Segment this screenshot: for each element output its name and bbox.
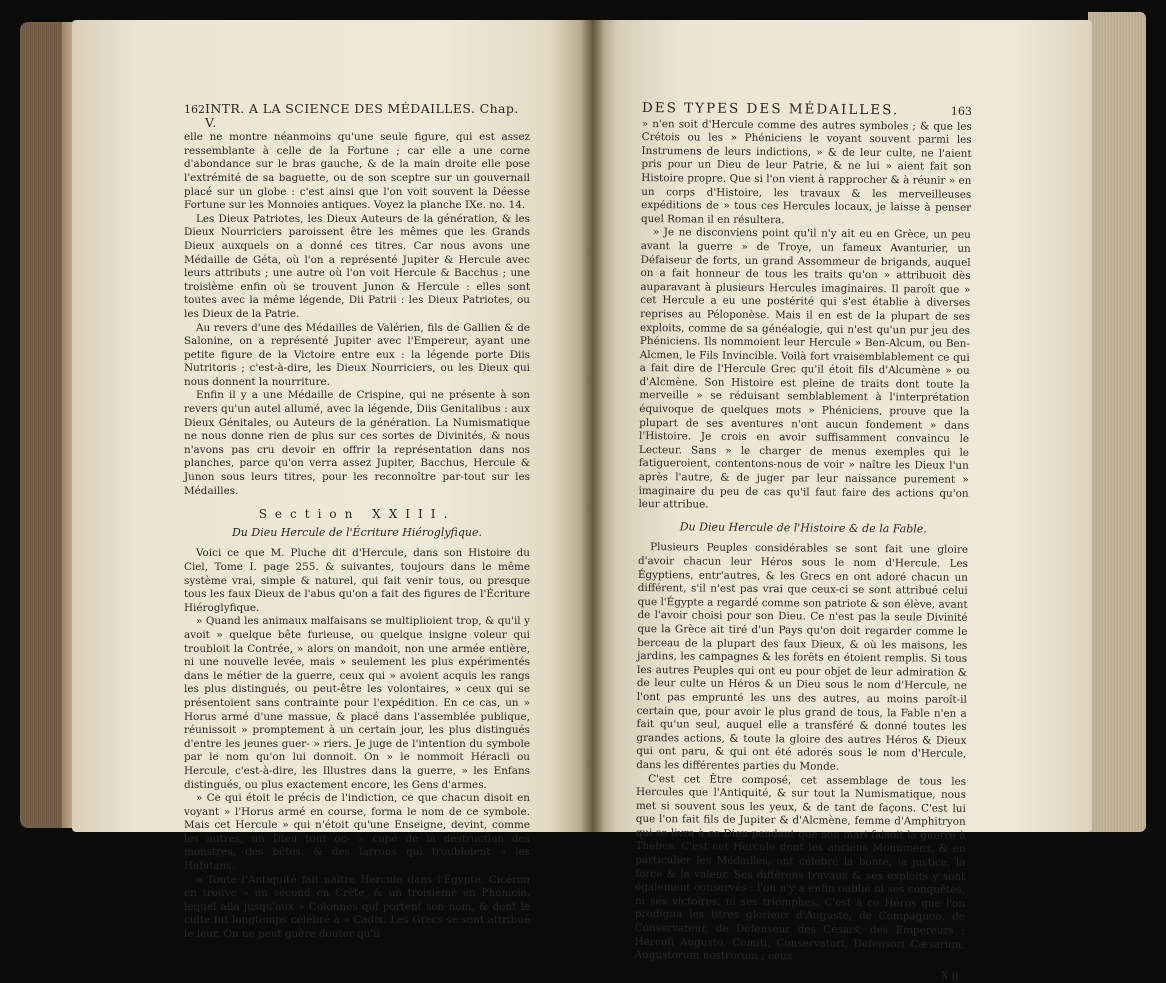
right-folio: 163 — [950, 104, 972, 118]
paragraph: Voici ce que M. Pluche dit d'Hercule, dans son Histoire du Ciel, Tome I. page 255. & suivantes, toujours dans le même système vrai, simple & naturel, qui fait venir tous, ou presque tous les faux Dieux de l'abus qu'on a fait des figures de l'Écriture Hiéroglyfique. — [184, 547, 530, 614]
paragraph: Plusieurs Peuples considérables se sont fait une gloire d'avoir chacun leur Héros sous le nom d'Hercule. Les Égyptiens, entr'autres, & les Grecs en ont adoré chacun un différent, s'il n'est pas vrai que ceux-ci se sont attribué celui que l'Égypte a regardé comme son patriote & son élève, avant de l'avoir choisi pour son Dieu. Ce n'est pas la seule Divinité que la Grèce ait tiré d'un Pays qu'on doit regarder comme le berceau de la plupart des faux Dieux, & où les maisons, les jardins, les campagnes & les forêts en étoient remplis. Si tous les autres Peuples qui ont eu pour objet de leur admiration & de leur culte un Héros & un Dieu sous le nom d'Hercule, ne l'ont pas emprunté les uns des autres, au moins paroît-il certain que, pour avoir le plus grand de tous, la Fable n'en a fait qu'un seul, auquel elle a transféré & donné toutes les grandes actions, & toute la gloire des autres Héros & Dieux qui ont paru, & qui ont été adorés sous le nom d'Hercule, dans les différentes parties du Monde. — [636, 541, 969, 773]
quoted-paragraph: » Je ne disconviens point qu'il n'y ait eu en Grèce, un peu avant la guerre » de Troye, un fameux Avanturier, un Défaiseur de forts, un grand Assommeur de brigands, auquel on a fait honneur de tous les traits qu'on » attribuoit dès auparavant à plusieurs Hercules imaginaires. Il paroît que » cet Hercule a eu une postérité qui s'est établie à diverses reprises au Péloponèse. Mais il en est de la plupart de ses exploits, comme de sa généalogie, qui n'est qu'un pur jeu des Phéniciens. Ils nommoient leur Hercule » Ben-Alcum, ou Ben-Alcmen, le Fils Invincible. Voilà fort vraisemblablement ce qui a fait dire de l'Hercule Grec qu'il étoit fils d'Alcumène » ou d'Alcmène. Son Histoire est pleine de traits dont toute la merveille » se réduisant semblablement à l'interprétation équivoque de quelques mots » Phéniciens, prouve que la plupart de ses aventures n'ont aucun fondement » dans l'Histoire. Je crois en avoir suffisamment convaincu le Lecteur. Sans » le charger de menus exemples qui le fatigueroient, contentons-nous de voir » naître les Dieux l'un après l'autre, & de juger par leur naissance purement » imaginaire du peu de cas qu'il faut faire des actions qu'on leur attribue. — [638, 226, 971, 511]
right-running-head — [642, 102, 972, 118]
quoted-paragraph: » Ce qui étoit le précis de l'indiction, ce que chacun disoit en voyant » l'Horus armé en course, forma le nom de ce symbole. Mais cet Hercule » qui n'étoit qu'une Enseigne, devint, comme les autres, un Dieu tout oc- » cupé de la destruction des monstres, des bêtes, & des larrons qui troubloient » les Habitans. — [184, 792, 530, 873]
left-folio: 162 — [184, 103, 205, 116]
open-book — [20, 8, 1146, 982]
left-running-head — [184, 102, 530, 129]
left-page-edges — [20, 22, 66, 828]
paragraph: Au revers d'une des Médailles de Valérien, fils de Gallien & de Salonine, on a représenté Jupiter avec l'Empereur, ayant une petite figure de la Victoire entre eux : la légende porte Diis Nutritoris ; c'est-à-dire, les Dieux Nourriciers, ou les Dieux qui nous donnent la nourriture. — [184, 321, 530, 388]
section-subtitle: Du Dieu Hercule de l'Écriture Hiéroglyfique. — [231, 525, 483, 539]
book-gutter — [580, 20, 604, 832]
section-body — [184, 547, 530, 941]
right-page-text — [634, 102, 972, 983]
right-running-title: DES TYPES DES MÉDAILLES. — [641, 100, 900, 119]
right-page — [592, 20, 1092, 982]
paragraph: Enfin il y a une Médaille de Crispine, qui ne présente à son revers qu'un autel allumé, avec la légende, Diis Genitalibus : aux Dieux Génitales, ou Auteurs de la génération. La Numismatique ne nous donne rien de plus sur ces sortes de Divinités, & nous n'avons pas cru devoir en offrir la représentation dans nos planches, parce qu'on verra assez Jupiter, Bacchus, Hercule & Junon sous leurs titres, pour les reconnoître par-tout sur les Médailles. — [184, 389, 530, 497]
quoted-paragraph: » n'en soit d'Hercule comme des autres symboles ; & que les Crétois ou les » Phéniciens le voyant souvent parmi les Instrumens de leurs indictions, » & de leur culte, ne l'aient pris pour un Dieu de leur Patrie, & ne lui » aient fait son Histoire propre. Que si l'on vient à rapprocher & à réunir » en un corps d'Histoire, les travaux & les merveilleuses expéditions de » tous ces Hercules locaux, je laisse à penser quel Roman il en résultera. — [640, 117, 972, 226]
paragraph: C'est cet Être composé, cet assemblage de tous les Hercules que l'Antiquité, & sur tout la Numismatique, nous met si souvent sous les yeux, & de tant de façons. C'est lui que l'on fait fils de Jupiter & d'Alcmène, femme d'Amphitryon qui se livra à ce Dieu pendant que son mari faisoit la guerre à Thèbes. C'est cet Hercule dont les anciens Monumens, & en particulier les Médailles, ont célébré la bonté, la justice, la force & la valeur. Ses différens travaux & ses exploits y sont également conservés : l'on n'y a enfin oublié ni ses conquêtes, ni ses victoires, ni ses triomphes. C'est à ce Héros que l'on prodigua les titres glorieux d'Auguste, de Compagnon, de Conservateur, de Défenseur des Césars, des Empereurs ; Herculi Augusto, Comiti, Conservatori, Defensori Cæsarum, Augustorum nostrorum ; ceux — [634, 772, 967, 963]
left-page — [72, 20, 592, 941]
paragraph: elle ne montre néanmoins qu'une seule figure, qui est assez ressemblante à celle de la Fortune ; car elle a une corne d'abondance sur le bras gauche, & de la main droite elle pose l'extrémité de sa baguette, ou de son sceptre sur un gouvernail placé sur un globe : c'est ainsi que l'on voit souvent la Déesse Fortune sur les Monnoies antiques. Voyez la planche IXe. no. 14. — [184, 131, 530, 212]
left-running-title: INTR. A LA SCIENCE DES MÉDAILLES. Chap. V. — [205, 101, 519, 130]
section-heading: Section XXIII. — [258, 507, 456, 522]
paragraph: Les Dieux Patriotes, les Dieux Auteurs de la génération, & les Dieux Nourriciers paroissent être les mêmes que les Grands Dieux auxquels on a donné ces titres. Car nous avons une Médaille de Géta, où l'on a représenté Jupiter & Hercule avec leurs attributs ; une autre où l'on voit Hercule & Bacchus ; une troisième enfin où se trouvent Junon & Hercule : elles sont toutes avec la même légende, Dii Patrii : les Dieux Patriotes, ou les Dieux de la Patrie. — [184, 212, 530, 320]
right-page-edges — [1088, 12, 1146, 832]
signature-mark: X ij — [940, 969, 959, 982]
left-page-text — [184, 102, 530, 942]
section-subtitle: Du Dieu Hercule de l'Histoire & de la Fable. — [679, 520, 927, 536]
quote-continuation — [638, 118, 971, 515]
quoted-paragraph: » Toute l'Antiquité fait naître Hercule dans l'Égypte. Cicéron en trouve » un second en Crète, & un troisième en Phénicie, lequel alla jusqu'aux » Colonnes qui portent son nom, & dont le culte fut longtemps célébré à » Cadix. Les Grecs se sont attribué le leur. On ne peut guère douter qu'il — [184, 873, 530, 941]
quoted-paragraph: » Quand les animaux malfaisans se multiplioient trop, & qu'il y avoit » quelque bête furieuse, ou quelque insigne voleur qui troubloit la Contrée, » alors on mandoit, non une armée entière, ni une nouvelle levée, mais » seulement les plus expérimentés dans le métier de la guerre, ceux qui » avoient acquis les rangs les plus distingués, ou peut-être les volontaires, » ceux qui se présentoient sans contrainte pour l'expédition. En ce cas, un » Horus armé d'une massue, & placé dans l'assemblée publique, réunissoit » promptement à un certain jour, les plus distingués d'entre les jeunes guer- » riers. Je juge de l'intention du symbole par le nom qu'on lui donnoit. On » le nommoit Héracli ou Hercule, c'est-à-dire, les Illustres dans la guerre, » les Enfans distingués, ou plus exactement encore, les Gens d'armes. — [184, 615, 530, 791]
